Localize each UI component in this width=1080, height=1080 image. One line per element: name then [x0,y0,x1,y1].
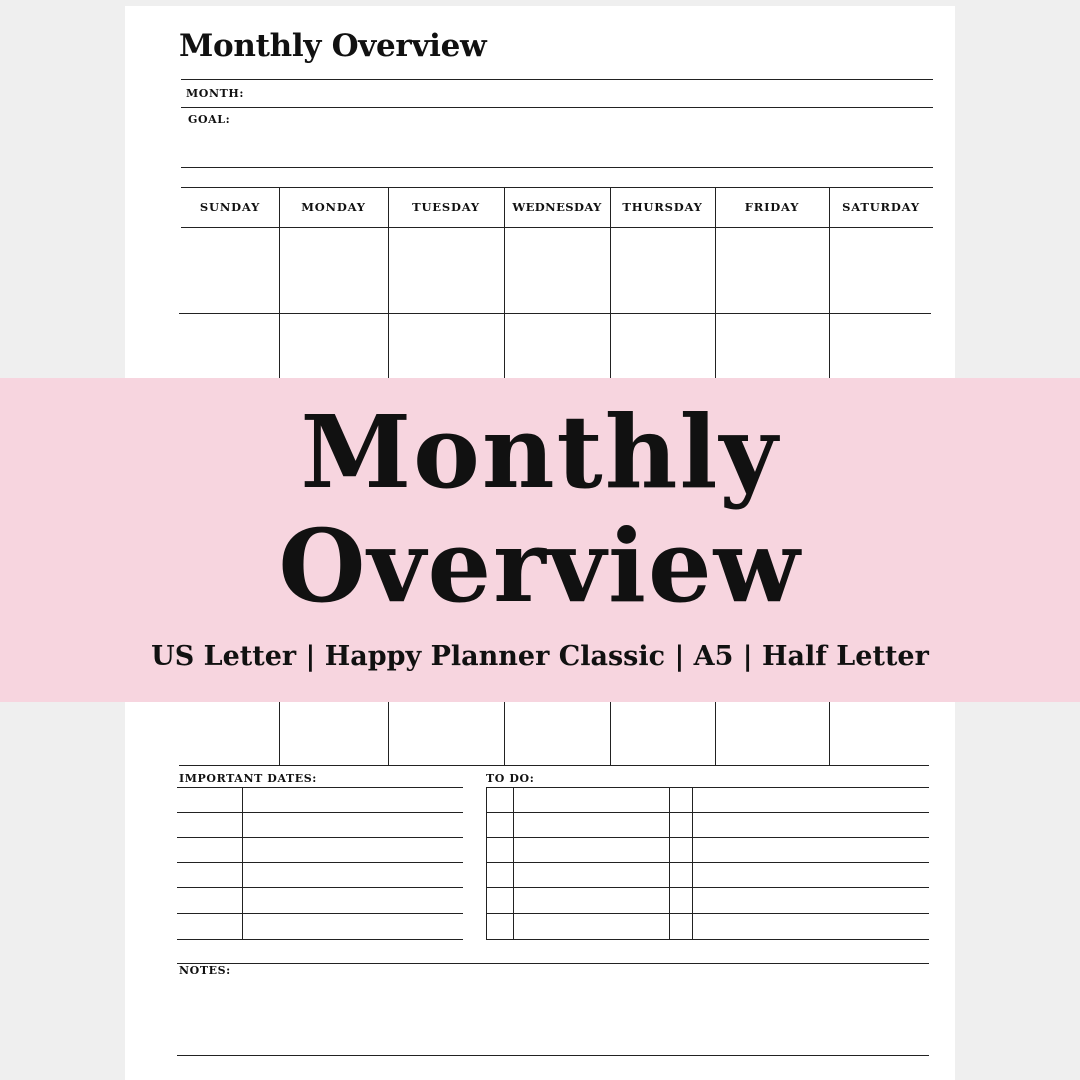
calendar-col-divider [388,187,389,378]
calendar-col-divider [829,187,830,378]
notes-top-rule [177,963,929,964]
important-dates-rule [177,787,463,788]
calendar-bottom-rule [179,765,929,766]
todo-checkbox-column-edge [486,787,487,939]
important-dates-rule [177,837,463,838]
todo-rule [486,913,929,914]
todo-rule [486,862,929,863]
day-header-thursday: THURSDAY [622,200,703,214]
todo-checkbox-column-edge [692,787,693,939]
page-title: Monthly Overview [179,28,487,64]
calendar-col-divider [715,187,716,378]
important-dates-rule [177,939,463,940]
calendar-header-rule [181,227,933,228]
todo-label: TO DO: [486,772,535,785]
day-header-saturday: SATURDAY [842,200,920,214]
calendar-top-rule [181,187,933,188]
todo-rule [486,787,929,788]
todo-rule [486,812,929,813]
calendar-week-rule [179,313,931,314]
important-dates-rule [177,913,463,914]
important-dates-divider [242,787,243,939]
calendar-col-divider [279,702,280,765]
month-label: MONTH: [186,87,245,100]
todo-checkbox-column-edge [513,787,514,939]
banner-title-line-2: Overview [278,507,802,625]
day-header-friday: FRIDAY [744,200,800,214]
banner-formats: US Letter | Happy Planner Classic | A5 | Half Letter [151,641,929,672]
calendar-col-divider [610,702,611,765]
calendar-col-divider [388,702,389,765]
day-header-wednesday: WEDNESDAY [512,200,602,214]
calendar-col-divider [610,187,611,378]
todo-checkbox-column-edge [669,787,670,939]
important-dates-rule [177,812,463,813]
todo-rule [486,837,929,838]
calendar-col-divider [715,702,716,765]
day-header-monday: MONDAY [301,200,366,214]
calendar-col-divider [504,702,505,765]
notes-label: NOTES: [179,964,231,977]
title-banner [0,378,1080,702]
day-header-tuesday: TUESDAY [412,200,480,214]
todo-rule [486,939,929,940]
banner-title-line-1: Monthly [300,393,780,511]
calendar-col-divider [504,187,505,378]
goal-label: GOAL: [188,113,231,126]
todo-rule [486,887,929,888]
calendar-col-divider [829,702,830,765]
important-dates-label: IMPORTANT DATES: [179,772,317,785]
important-dates-rule [177,862,463,863]
calendar-col-divider [279,187,280,378]
title-rule [181,79,933,80]
month-rule [181,107,933,108]
goal-rule [181,167,933,168]
important-dates-rule [177,887,463,888]
notes-bottom-rule [177,1055,929,1056]
day-header-sunday: SUNDAY [199,200,261,214]
